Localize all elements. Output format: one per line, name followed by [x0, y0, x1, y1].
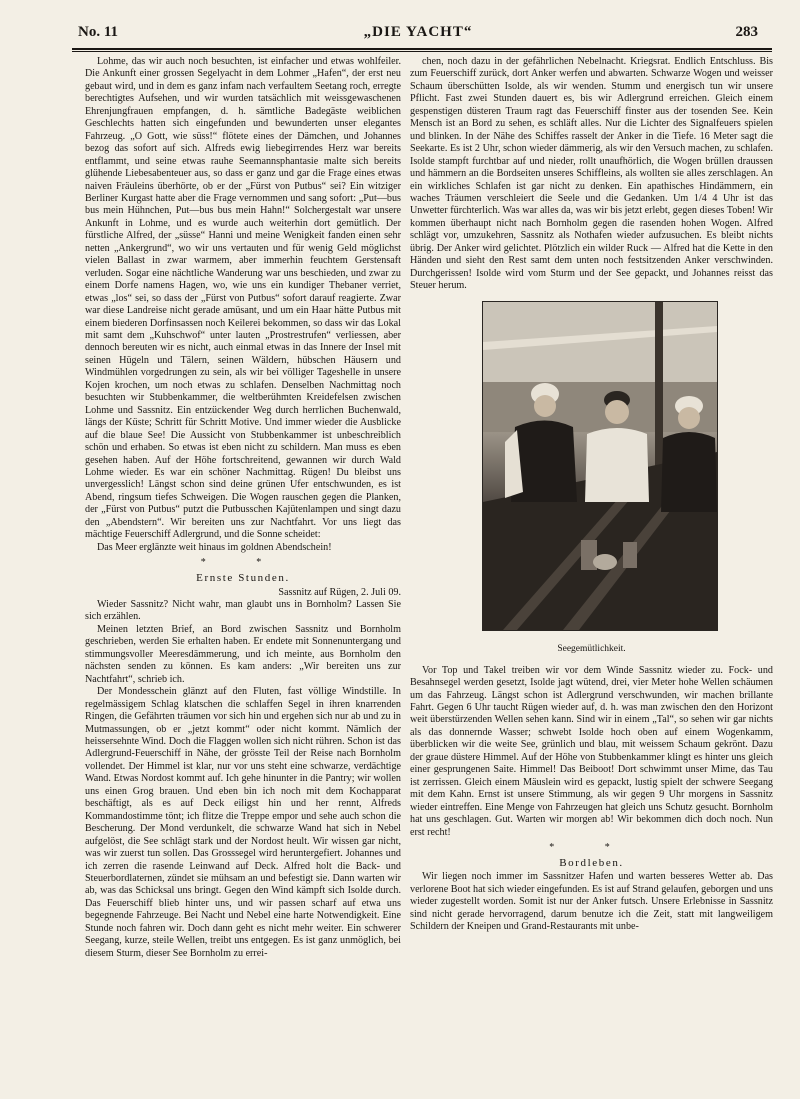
paragraph: Meinen letzten Brief, an Bord zwischen Sassnitz und Bornholm geschrieben, werden Sie erhalten haben. Er endete mit Sonnenuntergang und stimmungsvoller Meeresdämmerung, und ich meinte, aus Bornholm den nächsten senden zu können. Es kam anders: „Wir bereiten uns zur Nachtfahrt“, schrieb ich.	[85, 623, 401, 685]
section-divider: * *	[549, 841, 634, 853]
header-rule	[72, 48, 772, 52]
paragraph: chen, noch dazu in der gefährlichen Nebelnacht. Kriegsrat. Endlich Entschluss. Bis zum Feuerschiff zurück, dort Anker werfen und abwarten. Schwarze Wogen und weisser Schaum überschütten Isolde, als wir wenden. Stumm und energisch tun wir unsere Pflicht. Fast zwei Stunden dauert es, bis wir Adlergrund erreichen. Gleich einem gespenstigen düsteren Traum ragt das Feuerschiff finster aus der tosenden See. Kein Mensch ist an Bord zu sehen, es schläft alles. Nur die Lichter des Signalfeuers spielen und blinken. In der Nähe des Schiffes rasselt der Anker in die Tiefe. 16 Meter sagt die Seekarte. Es ist 2 Uhr, schon wieder dämmerig, als wir den Versuch machen, zu schlafen. Isolde stampft furchtbar auf und nieder, rollt unaufhörlich, die Wogen brüllen draussen und hämmern an die Bordseiten unseres Schiffleins, als wollten sie alles zerschlagen. An ein wirkliches Schlafen ist gar nicht zu denken. Ein apathisches Hindämmern, ein waches Träumen verschleiert die Seele und die Gedanken. Um 1/4 4 Uhr ist das Unwetter fürchterlich. Was war alles da, was wir bis jetzt erlebt, gegen dieses Toben! Wir kommen überhaupt nicht nach Bornholm gegen die rasenden hohen Wogen. Alfred schlägt vor, umzukehren, Sassnitz als Nothafen wieder aufzusuchen. Es bleibt nichts übrig. Der Anker wird gelichtet. Plötzlich ein wilder Ruck — Alfred hat die Kette in den Händen und sieht den Rest samt dem unten noch festsitzenden Anker verschwinden. Durchgerissen! Isolde wird vom Sturm und der See gepackt, und Johannes reisst das Steuer herum.	[410, 56, 773, 292]
paragraph: Wir liegen noch immer im Sassnitzer Hafen und warten besseres Wetter ab. Das verlorene Boot hat sich wieder eingefunden. Es ist auf Strand gelaufen, geborgen und uns wieder zugestellt worden. Somit ist nur der Anker futsch. Unsere Erlebnisse in Sassnitz sind nicht gerade hervorragend, darum benutze ich die Zeit, statt mit langweiligem Schildern der Kneipen und Grand-Restaurants mit unbe-	[410, 871, 773, 933]
right-column	[410, 56, 773, 1091]
figure	[410, 301, 773, 657]
section-title-bordleben: Bordleben.	[559, 856, 624, 869]
page-header	[78, 24, 758, 44]
photo-seegemuetlichkeit	[482, 301, 718, 631]
paragraph: Vor Top und Takel treiben wir vor dem Winde Sassnitz wieder zu. Fock- und Besahnsegel werden gesetzt, Isolde jagt wütend, drei, vier Meter hohe Wellen schäumen um das Fahrzeug. Längst schon ist Adlergrund verschwunden, wir machen brillante Fahrt. Gegen 6 Uhr taucht Rügen wieder auf, d. h. was man zwischen den den Horizont weit überstürzenden Wellen sehen kann. Sind wir in einem „Tal“, so sehen wir gar nichts als das donnernde Wasser; schwebt Isolde hoch oben auf einem Wogenkamm, überblicken wir die weite See, grünlich und blau, mit weissem Schaum gekrönt. Dazu der graue düstere Himmel. Auf der Höhe von Stubbenkammer klingt es hinter uns gleich einer gesprungenen Saite. Himmel! Das Beiboot! Dort schwimmt unser Mime, das Tau ist zerrissen. Gleich einem Mäuslein wird es gepackt, lustig spielt der schwere Seegang mit dem Kahn. Ernst ist unsere Stimmung, als wir gegen 9 Uhr morgens in Sassnitz wieder eintreffen. Eine Menge von Fahrzeugen hat gleich uns Schutz gesucht. Bornholm hat uns geschlagen. Gut. Warten wir morgen ab! Wir bekommen dich doch noch. Nun erst recht!	[410, 664, 773, 838]
paragraph: Wieder Sassnitz? Nicht wahr, man glaubt uns in Bornholm? Lassen Sie sich erzählen.	[85, 599, 401, 623]
verse-line: Das Meer erglänzte weit hinaus im goldnen Abendschein!	[97, 541, 332, 553]
photo-illustration	[483, 302, 717, 630]
section-divider: * *	[200, 557, 286, 569]
paragraph: Der Mondesschein glänzt auf den Fluten, fast völlige Windstille. In regelmässigem Schlag klatschen die schlaffen Segel in ihren knarrenden Ringen, die Gefährten träumen vor sich hin und ergehen sich nur ab und zu in Mutmassungen, ob er „jetzt kommt“ oder nicht kommt. Nämlich der heissersehnte Wind. Doch die Flaggen wollen sich nicht rühren. Schon ist das Adlergrund-Feuerschiff in Nähe, der grösste Teil der Reise nach Bornholm vollendet. Der Himmel ist klar, nur vor uns steht eine schwarze, verdächtige Wand. Etwas Nordost kommt auf. Ich gehe hinunter in die Pantry; wir wollen uns einen Grog brauen. Und eben bin ich noch mit dem Kochapparat beschäftigt, als es auf Deck eiligst hin und her rennt, Alfreds Kommandostimme tönt; ich flitze die Treppe empor und sehe auch schon die Bescherung. Der Mond verdunkelt, die schwarze Wand hat sich in Nebel aufgelöst, die See schlägt stark und der Nordost heult. Wir wissen gar nicht, was wir zuerst tun sollen. Das Grosssegel wird heruntergefiert. Johannes und ich zerren die rasende Leinwand auf Deck. Alfred holt die Back- und Steuerbordlaternen, zündet sie mühsam an und befestigt sie. Dann warten wir ab, was das Schicksal uns bringt. Gegen den Wind kämpft sich Isolde durch. Das Feuerschiff blieb hinter uns, und wir passen scharf auf etwa uns begegnende Fahrzeuge. Bei Nacht und Nebel eine harte Notwendigkeit. Eine Stunde noch fahren wir. Doch dann geht es nicht mehr weiter. Ein schwerer Seegang, kurze, steile Wellen, treibt uns entgegen. Es ist ganz unmöglich, bei diesem Sturm, dieser See Bornholm zu errei-	[85, 686, 401, 959]
paragraph-lohme: Lohme, das wir auch noch besuchten, ist einfacher und etwas wohlfeiler. Die Ankunft einer grossen Segelyacht in dem Lohmer „Hafen“, der erst neu gebaut wird, und in dem es ganz infam nach verfaultem Seetang roch, erregte berechtigtes Aufsehen, und wir wurden tatsächlich mit weissgewaschenen Ehrenjungfrauen empfangen, d. h. sämtliche Badegäste weiblichen Geschlechts hatten sich eingefunden und bewunderten unser elegantes Fahrzeug. „O Gott, wie süss!“ flötete eines der Dämchen, und Johannes bezog das sofort auf sich. Alfreds ewig liebegirrendes Herz war bereits entflammt, und seine etwas rauhe Seemannsphantasie malte sich bereits glühende Liebesabenteuer aus, so dass er ganz und gar die Frage eines etwas naiven Fräuleins überhörte, ob er der „Fürst von Putbus“ sei? Ein witziger Berliner Kurgast hatte aber die Frage vernommen und sang sofort: „Put—bus bus mein Hühnchen, Put—bus bus mein Hahn!“ Solchergestalt war unsere Ankunft in Lohme, und es wurde auch weiterhin dort gemütlich. Der fürstliche Alfred, der „süsse“ Hanni und meine Wenigkeit fanden einen sehr netten „Ankergrund“, wo wir uns vertauten und für wenig Geld möglichst vielen Ballast in zwar warmem, aber immerhin feuchtem Gerstensaft verluden. Sogar eine nächtliche Wanderung war uns beschieden, und zwar zu einem Dorfe namens Hagen, wo, wie uns ein kundiger Thebaner verriet, etwas „los“ sei, so dass der „Fürst von Putbus“ sofort darauf reagierte. Zwar war diese Landreise nicht gerade amüsant, und um ein Haar hätte Putbus mit einem biederen Dorfinsassen noch Keilerei bekommen, so dass wir das Lokal mit samt dem „Kuhschwof“ unter lauten „Prostrestrufen“ verliessen, aber dennoch bereuten wir es nicht, auch einmal etwas in das Innere der Insel mit seinen Hügeln und Tälern, seinen Wäldern, hübschen Häusern und Windmühlen vorgedrungen zu sein, als wir bei völliger Tageshelle in unsere Kojen krochen, um noch etwas zu schlafen. Denselben Nachmittag noch besuchten wir Stubbenkammer, die weltberühmten Kreidefelsen zwischen Lohme und Sassnitz. Ein entzückender Weg durch herrlichen Buchenwald, längs der Küste; Schritt für Schritt Motive. Und immer wieder die Ausblicke auf die blaue See! Die Aussicht von Stubbenkammer ist unbeschreiblich schön und erhaben. So etwas ist eben nicht zu schildern. Man muss es eben gesehen haben. Auf der Höhe fortschreitend, gewannen wir durch Wald Lohme wieder. Es war ein schöner Nachmittag. Rügen! Du bleibst uns unvergesslich! Längst schon sind deine grünen Ufer entschwunden, es ist Abend, ringsum tiefes Schweigen. Die Wogen rauschen gegen die Planken, der „Fürst von Putbus“ putzt die Putbusschen Kajütenlampen und singt dazu den „Abendstern“. Wir bereiten uns zur Nachtfahrt. Vor uns liegt das mächtige Feuerschiff Adlergrund, und die Sonne scheidet:	[85, 56, 401, 541]
section-title-ernste-stunden: Ernste Stunden.	[196, 572, 290, 585]
page-number: 283	[735, 24, 758, 40]
magazine-title: „DIE YACHT“	[363, 24, 473, 40]
dateline: Sassnitz auf Rügen, 2. Juli 09.	[278, 586, 401, 598]
issue-number: No. 11	[78, 24, 119, 40]
left-column	[85, 56, 401, 1091]
photo-caption: Seegemütlichkeit.	[557, 643, 626, 654]
